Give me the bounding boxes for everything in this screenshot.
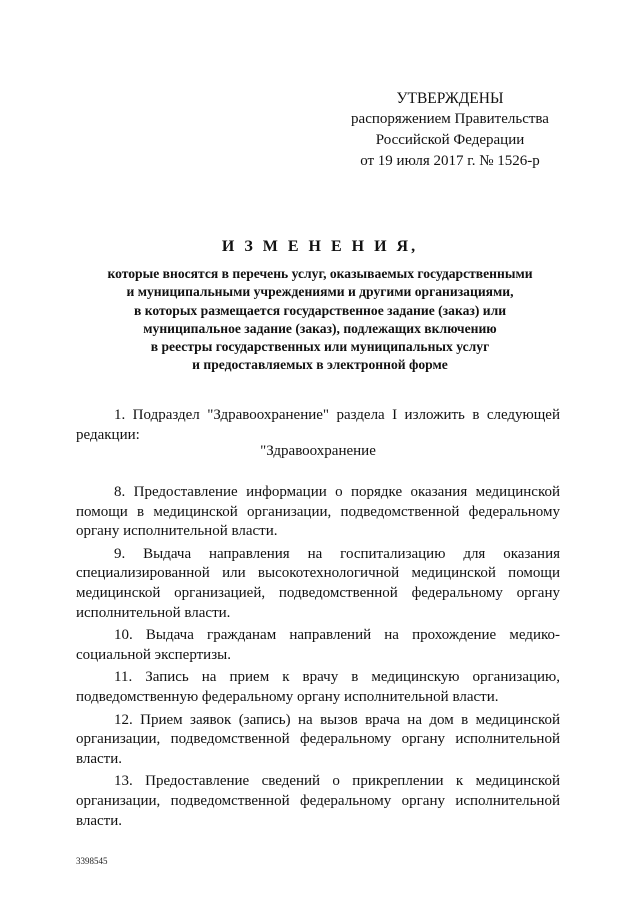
approval-block (330, 88, 570, 172)
intro-block (76, 406, 560, 445)
subtitle-line: в которых размещается государственное задание (заказ) или (133, 302, 507, 318)
approval-line-3: от 19 июля 2017 г. № 1526-р (360, 153, 540, 169)
list-item: 9. Выдача направления на госпитализацию для оказания специализированной или высокотехнологичной медицинской помощи медицинской организацией, подведомственной федеральному органу исполнительной власти. (76, 545, 560, 621)
section-heading: "Здравоохранение (260, 443, 376, 459)
document-code: 3398545 (76, 856, 108, 866)
items-list (76, 483, 560, 834)
intro-paragraph: 1. Подраздел "Здравоохранение" раздела I изложить в следующей редакции: (76, 407, 560, 443)
subtitle-line: в реестры государственных или муниципальных услуг (150, 339, 490, 355)
subtitle-line: и предоставляемых в электронной форме (192, 357, 448, 373)
subtitle-line: и муниципальными учреждениями и другими организациями, (126, 284, 514, 300)
document-subtitle (60, 265, 580, 375)
subtitle-line: которые вносятся в перечень услуг, оказываемых государственными (107, 266, 533, 281)
list-item: 8. Предоставление информации о порядке оказания медицинской помощи в медицинской организации, подведомственной федеральному органу исполнительной власти. (76, 484, 560, 540)
approval-line-1: распоряжением Правительства (351, 111, 549, 127)
approval-title: УТВЕРЖДЕНЫ (396, 90, 504, 107)
list-item: 12. Прием заявок (запись) на вызов врача на дом в медицинской организации, подведомственной федеральному органу исполнительной власти. (76, 711, 560, 767)
subtitle-line: муниципальное задание (заказ), подлежащих включению (143, 320, 497, 336)
document-title: И З М Е Н Е Н И Я, (221, 238, 419, 255)
approval-line-2: Российской Федерации (375, 132, 525, 148)
list-item: 10. Выдача гражданам направлений на прохождение медико-социальной экспертизы. (76, 627, 560, 663)
list-item: 11. Запись на прием к врачу в медицинскую организацию, подведомственную федеральному органу исполнительной власти. (76, 669, 560, 705)
list-item: 13. Предоставление сведений о прикреплении к медицинской организации, подведомственной федеральному органу исполнительной власти. (76, 773, 560, 829)
